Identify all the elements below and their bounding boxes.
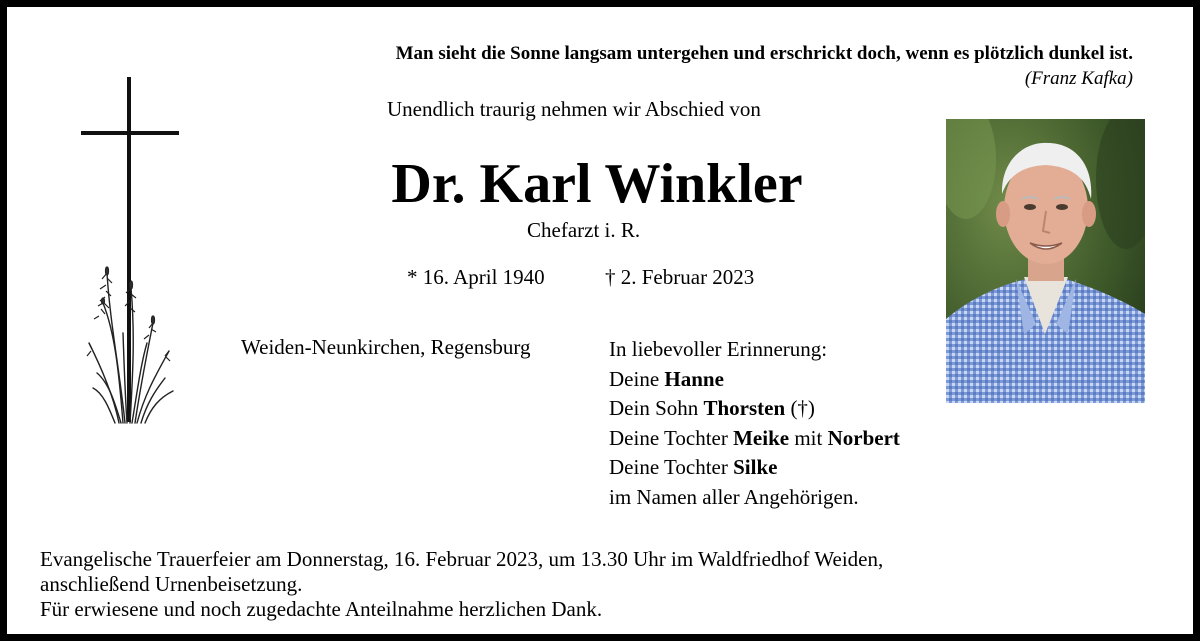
quote-text: Man sieht die Sonne langsam untergehen und erschrickt doch, wenn es plötzlich dunkel ist. bbox=[395, 43, 1133, 64]
deceased-title: Chefarzt i. R. bbox=[527, 218, 641, 242]
footer-line: Für erwiesene und noch zugedachte Anteilnahme herzlichen Dank. bbox=[40, 597, 603, 621]
deceased-name: Dr. Karl Winkler bbox=[391, 153, 803, 215]
family-member: Deine Hanne bbox=[609, 366, 724, 391]
residence-places: Weiden-Neunkirchen, Regensburg bbox=[241, 335, 531, 359]
birth-date: * 16. April 1940 bbox=[407, 265, 545, 289]
family-list bbox=[609, 335, 900, 512]
portrait-photo bbox=[946, 119, 1145, 403]
family-closing: im Namen aller Angehörigen. bbox=[609, 484, 859, 509]
family-member: Deine Tochter Meike mit Norbert bbox=[609, 425, 900, 450]
footer-line: anschließend Urnenbeisetzung. bbox=[40, 572, 303, 596]
cross-icon bbox=[75, 73, 185, 428]
family-member: Dein Sohn Thorsten (†) bbox=[609, 396, 815, 420]
death-date: † 2. Februar 2023 bbox=[605, 265, 755, 289]
ceremony-info bbox=[40, 547, 883, 622]
intro-text: Unendlich traurig nehmen wir Abschied von bbox=[387, 97, 761, 121]
quote-author: (Franz Kafka) bbox=[1024, 68, 1133, 89]
family-heading: In liebevoller Erinnerung: bbox=[609, 337, 828, 361]
family-member: Deine Tochter Silke bbox=[609, 455, 778, 479]
footer-line: Evangelische Trauerfeier am Donnerstag, 16. Februar 2023, um 13.30 Uhr im Waldfriedhof Weiden, bbox=[40, 547, 884, 571]
